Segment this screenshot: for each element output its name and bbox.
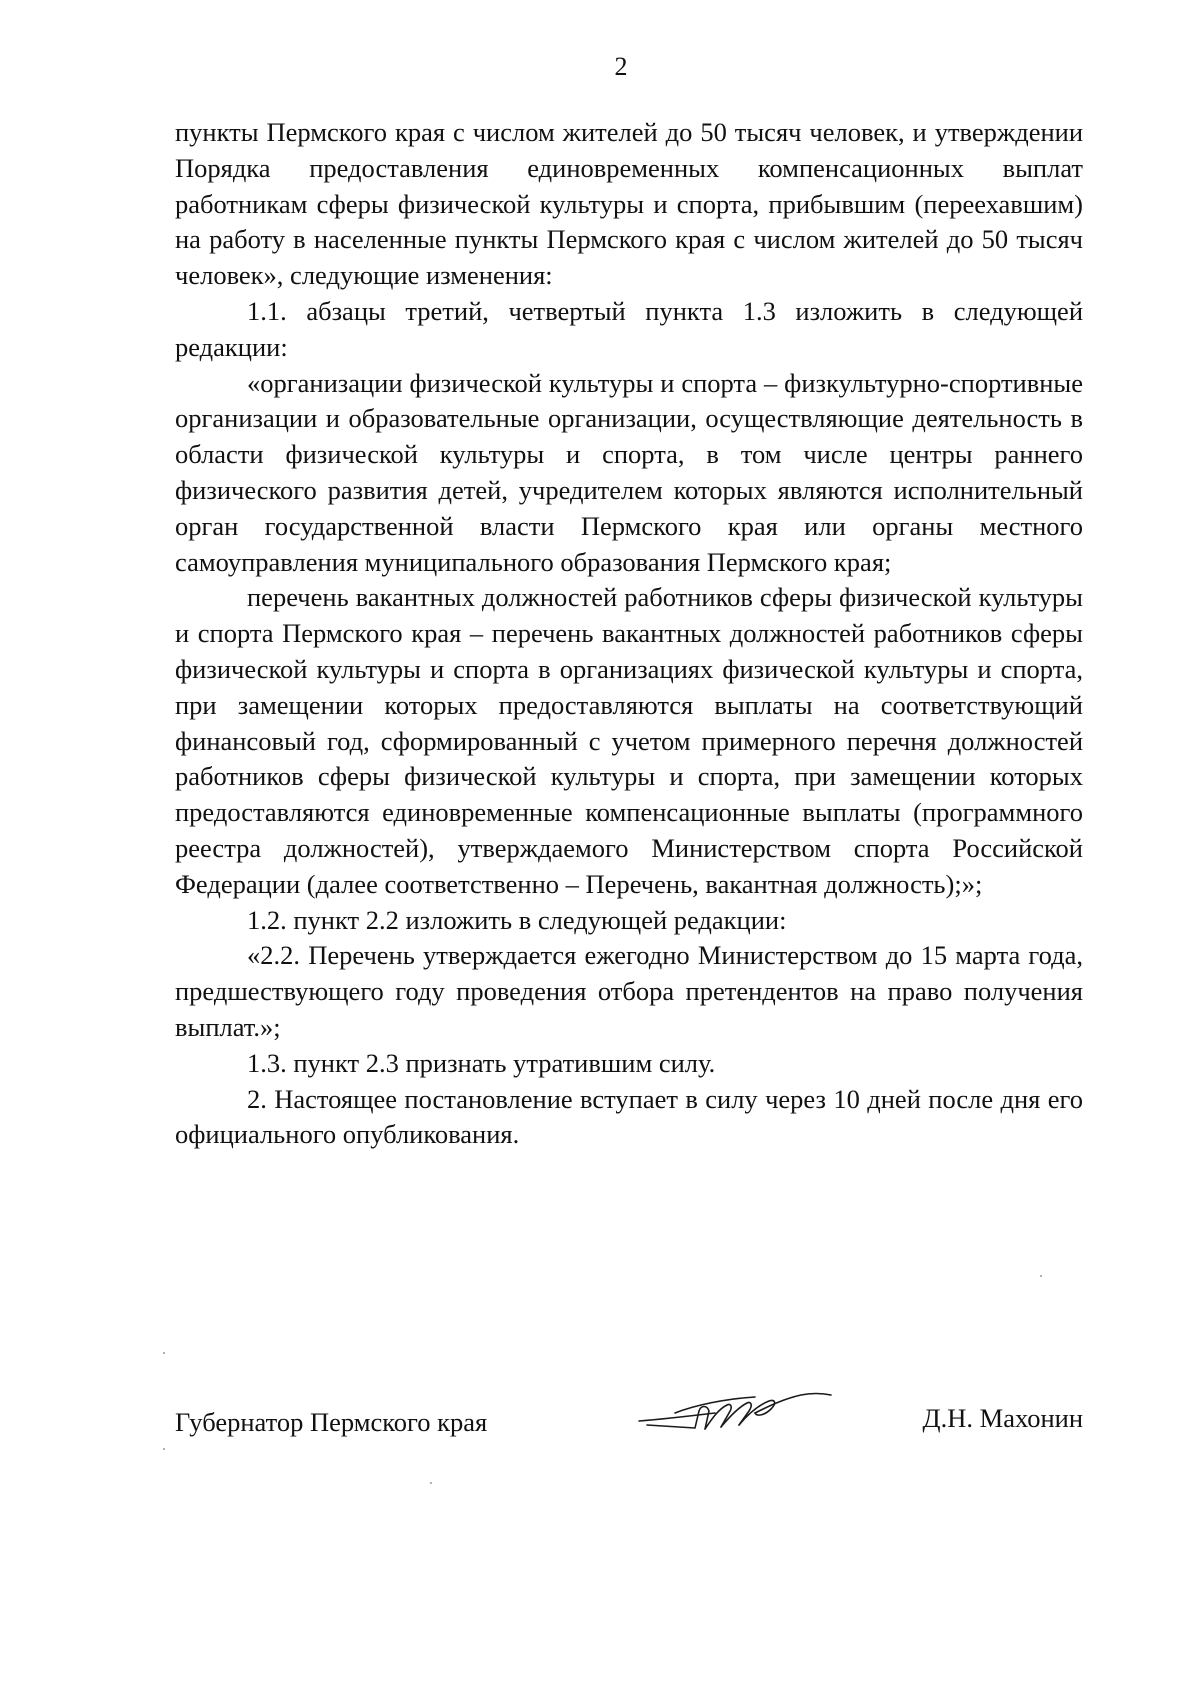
signature-block [175,1405,1083,1455]
scan-speck [1040,1275,1042,1277]
signatory-name: Д.Н. Махонин [922,1403,1083,1433]
paragraph: 1.3. пункт 2.3 признать утратившим силу. [247,1047,716,1078]
paragraph: «организации физической культуры и спорта – физкультурно-спортивные организации и образовательные организации, осуществляющие деятельность в области физической культуры и спорта, в том числе центры раннего физического развития детей, учредителем которых являются исполнительный орган государственной власти Пермского края или органы местного самоуправления муниципального образования Пермского края; [175,367,1083,577]
scan-speck [163,1448,165,1450]
paragraph: 1.1. абзацы третий, четвертый пункта 1.3 изложить в следующей редакции: [175,295,1083,362]
scan-speck [163,1352,165,1354]
paragraph: «2.2. Перечень утверждается ежегодно Министерством до 15 марта года, предшествующего году проведения отбора претендентов на право получения выплат.»; [175,940,1083,1042]
signatory-position: Губернатор Пермского края [175,1407,488,1437]
paragraph: пункты Пермского края с числом жителей до 50 тысяч человек, и утверждении Порядка предоставления единовременных компенсационных выплат работникам сферы физической культуры и спорта, прибывшим (переехавшим) на работу в населенные пункты Пермского края с числом жителей до 50 тысяч человек», следующие изменения: [175,117,1083,291]
paragraph: 2. Настоящее постановление вступает в силу через 10 дней после дня его официального опубликования. [175,1083,1083,1150]
scan-speck [430,1482,432,1484]
document-body [175,115,1083,1153]
paragraph: 1.2. пункт 2.2 изложить в следующей редакции: [247,904,787,935]
handwritten-signature [635,1383,835,1443]
paragraph: перечень вакантных должностей работников сферы физической культуры и спорта Пермского края – перечень вакантных должностей работников сферы физической культуры и спорта в организациях физической культуры и спорта, при замещении которых предоставляются выплаты на соответствующий финансовый год, сформированный с учетом примерного перечня должностей работников сферы физической культуры и спорта, при замещении которых предоставляются единовременные компенсационные выплаты (программного реестра должностей), утверждаемого Министерством спорта Российской Федерации (далее соответственно – Перечень, вакантная должность);»; [175,582,1083,899]
page-number: 2 [614,52,628,81]
